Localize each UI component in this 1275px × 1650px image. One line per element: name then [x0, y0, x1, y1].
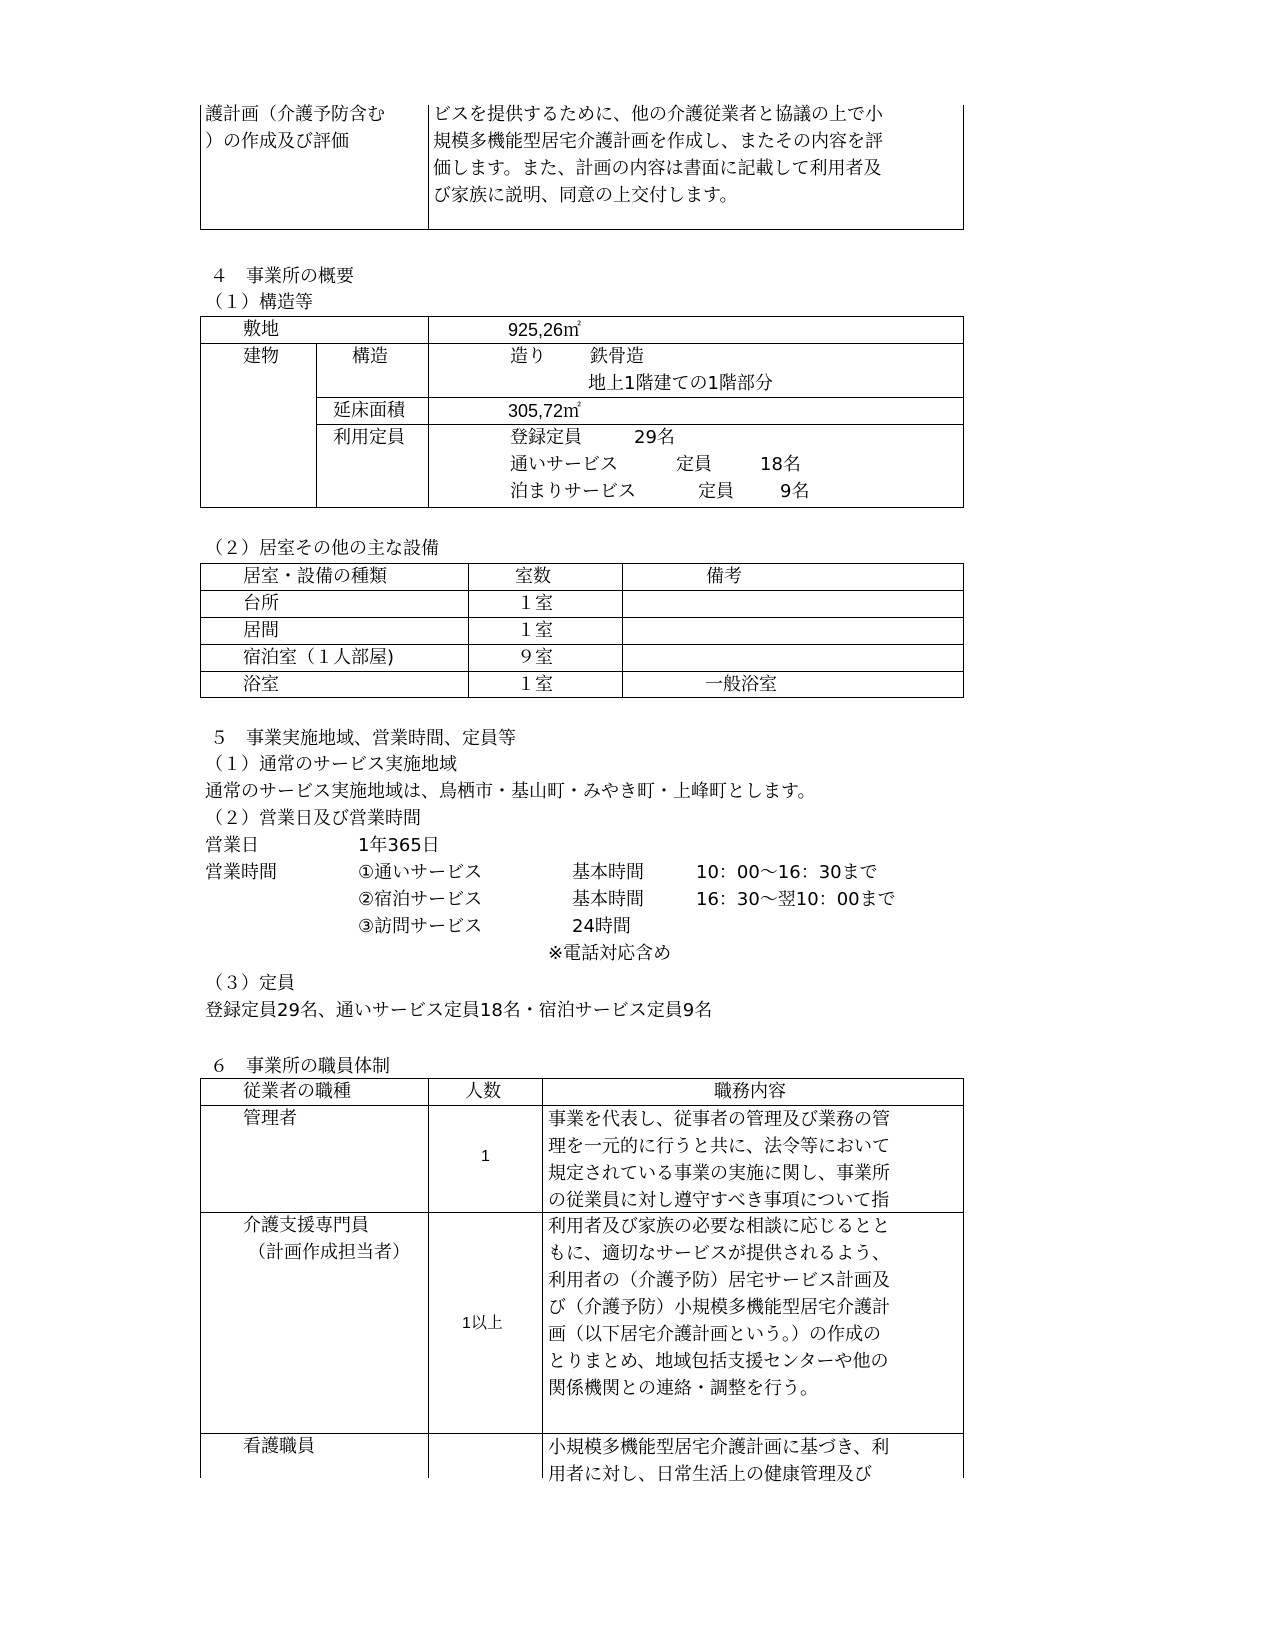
structure-value-1: 造り	[510, 346, 546, 367]
reg-label: 登録定員	[510, 427, 582, 448]
staff-duty-line: 規定されている事業の実施に関し、事業所	[548, 1163, 890, 1184]
section-6-title: ６ 事業所の職員体制	[210, 1056, 390, 1077]
phone-note: ※電話対応含め	[548, 943, 672, 964]
facility-count: ９室	[517, 647, 553, 668]
floor-label: 延床面積	[333, 400, 405, 421]
staff-duty-line: び（介護予防）小規模多機能型居宅介護計	[548, 1297, 890, 1318]
section-5-sub2: （２）営業日及び営業時間	[205, 808, 421, 829]
day-label: 通いサービス	[510, 454, 618, 475]
hours-kind: 基本時間	[572, 862, 644, 883]
day-value: 18名	[760, 454, 801, 475]
capacity-text: 登録定員29名、通いサービス定員18名・宿泊サービス定員9名	[205, 1000, 713, 1021]
reg-value: 29名	[634, 427, 675, 448]
staff-count: 1以上	[462, 1315, 503, 1332]
staff-duty-line: 画（以下居宅介護計画という。）の作成の	[548, 1324, 881, 1345]
staff-role: 看護職員	[243, 1436, 315, 1457]
staff-duty-line: もに、適切なサービスが提供されるよう、	[548, 1243, 890, 1264]
top-left-line-1: 護計画（介護予防含む	[205, 104, 385, 125]
section-5-sub1: （１）通常のサービス実施地域	[205, 754, 457, 775]
facility-type: 浴室	[243, 674, 279, 695]
facilities-header-count: 室数	[515, 566, 551, 587]
day-mid: 定員	[676, 454, 712, 475]
staff-role-sub: （計画作成担当者）	[248, 1242, 410, 1263]
structure-value-2: 鉄骨造	[590, 346, 644, 367]
section-5-title: ５ 事業実施地域、営業時間、定員等	[210, 728, 516, 749]
staff-role: 介護支援専門員	[243, 1215, 369, 1236]
staff-duty-line: とりまとめ、地域包括支援センターや他の	[548, 1351, 889, 1372]
staff-role: 管理者	[243, 1108, 297, 1129]
hours-kind: 基本時間	[572, 889, 644, 910]
section-4-title: ４ 事業所の概要	[210, 266, 354, 287]
section-4-sub2: （２）居室その他の主な設備	[205, 538, 439, 559]
staff-duty-line: 小規模多機能型居宅介護計画に基づき、利	[548, 1437, 890, 1458]
business-days-value: 1年365日	[358, 835, 440, 856]
staff-duty-line: 利用者及び家族の必要な相談に応じるとと	[548, 1216, 890, 1237]
top-right-line-1: ビスを提供するために、他の介護従業者と協議の上で小	[433, 104, 883, 125]
site-label: 敷地	[243, 319, 279, 340]
staff-duty-line: 事業を代表し、従事者の管理及び業務の管	[548, 1109, 890, 1130]
facility-count: １室	[517, 593, 553, 614]
staff-table	[0, 1078, 1275, 1485]
business-days-label: 営業日	[205, 835, 259, 856]
staff-duty-line: 用者に対し、日常生活上の健康管理及び	[548, 1464, 872, 1485]
facility-type: 台所	[243, 593, 279, 614]
staff-header-count: 人数	[465, 1081, 501, 1102]
staff-count: 1	[481, 1148, 490, 1165]
structure-label: 構造	[352, 346, 388, 367]
capacity-label: 利用定員	[333, 427, 405, 448]
facility-type: 宿泊室（１人部屋)	[243, 647, 395, 668]
night-value: 9名	[780, 481, 810, 502]
facilities-header-note: 備考	[706, 566, 742, 587]
facility-count: １室	[517, 674, 553, 695]
facility-note: 一般浴室	[705, 674, 777, 695]
hours-service: ①通いサービス	[358, 862, 483, 883]
hours-kind: 24時間	[572, 916, 631, 937]
staff-duty-line: 利用者の（介護予防）居宅サービス計画及	[548, 1270, 890, 1291]
section-5-sub3: （３）定員	[205, 973, 295, 994]
staff-duty-line: 関係機関との連絡・調整を行う。	[548, 1378, 818, 1399]
hours-service: ②宿泊サービス	[358, 889, 483, 910]
night-mid: 定員	[698, 481, 734, 502]
section-4-sub1: （１）構造等	[205, 292, 313, 313]
hours-service: ③訪問サービス	[358, 916, 483, 937]
structure-value-3: 地上1階建ての1階部分	[588, 373, 773, 394]
service-area-text: 通常のサービス実施地域は、鳥栖市・基山町・みやき町・上峰町とします。	[205, 781, 816, 802]
staff-duty-line: の従業員に対し遵守すべき事項について指	[548, 1190, 890, 1211]
top-right-line-3: 価します。また、計画の内容は書面に記載して利用者及	[433, 158, 882, 179]
top-right-line-4: び家族に説明、同意の上交付します。	[433, 185, 738, 206]
top-right-line-2: 規模多機能型居宅介護計画を作成し、またその内容を評	[433, 131, 883, 152]
facility-count: １室	[517, 620, 553, 641]
business-hours-label: 営業時間	[205, 862, 277, 883]
hours-time: 10：00～16：30まで	[696, 862, 878, 883]
top-left-line-2: ）の作成及び評価	[205, 131, 349, 152]
hours-time: 16：30～翌10：00まで	[696, 889, 896, 910]
facility-type: 居間	[243, 620, 279, 641]
site-value: 925,26㎡	[508, 320, 582, 340]
staff-header-role: 従業者の職種	[243, 1081, 351, 1102]
building-label: 建物	[243, 346, 279, 367]
staff-header-duties: 職務内容	[714, 1081, 786, 1102]
floor-value: 305,72㎡	[508, 401, 582, 421]
facilities-header-type: 居室・設備の種類	[243, 566, 387, 587]
night-label: 泊まりサービス	[510, 481, 636, 502]
top-table	[0, 105, 1275, 235]
staff-duty-line: 理を一元的に行うと共に、法令等において	[548, 1136, 890, 1157]
